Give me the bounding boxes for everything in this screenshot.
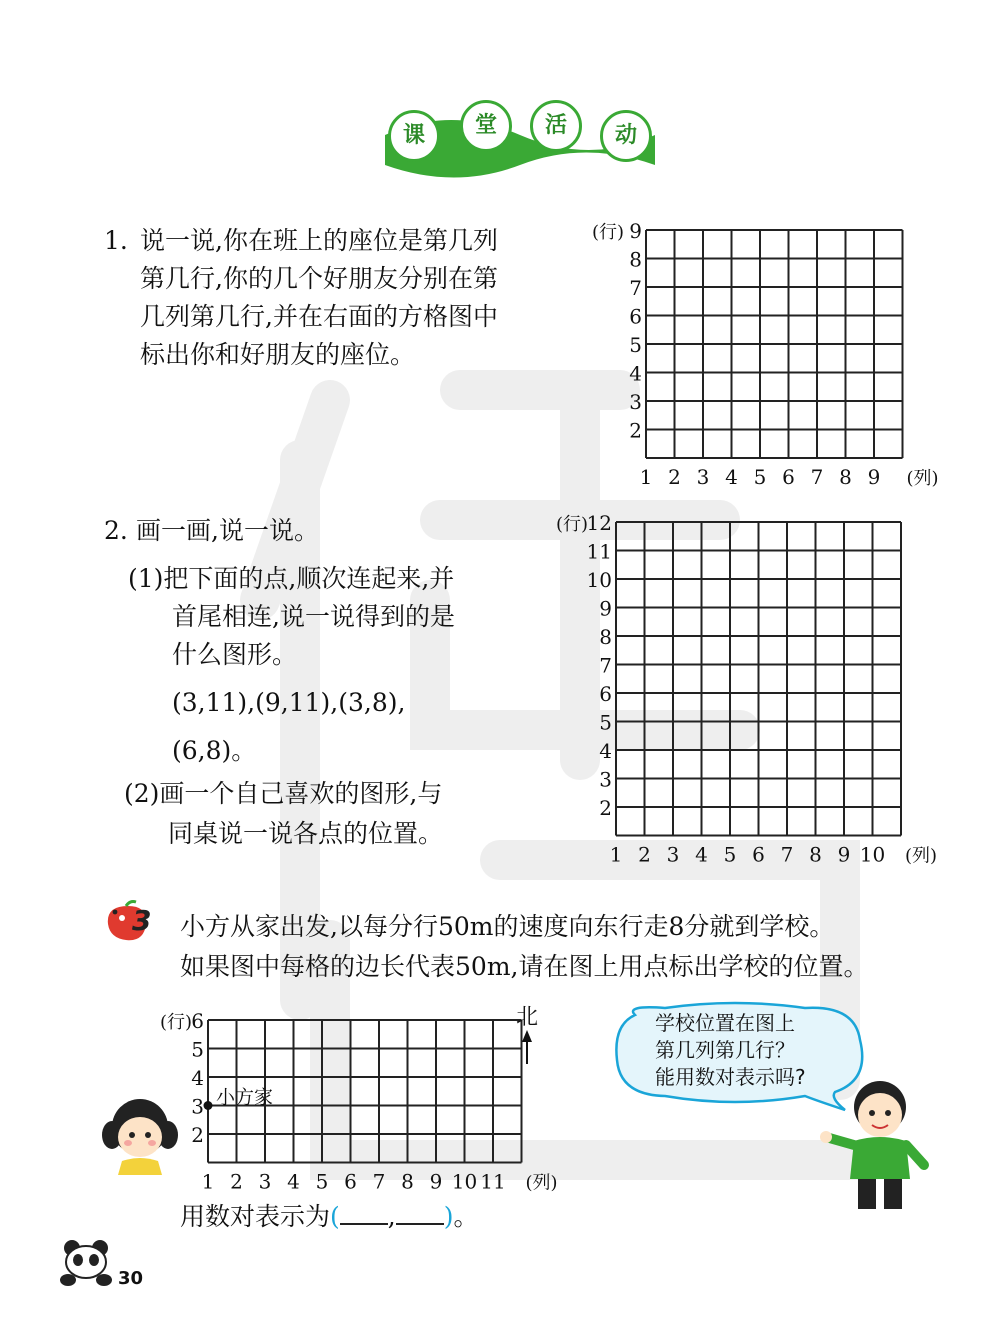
q1-line-3: 几列第几行,并在右面的方格图中 bbox=[140, 302, 498, 331]
page-number: 30 bbox=[118, 1268, 144, 1289]
col-label: 8 bbox=[839, 465, 852, 489]
col-label: 6 bbox=[344, 1169, 357, 1194]
q2-part1-line-1: (1)把下面的点,顺次连起来,并 bbox=[128, 564, 455, 593]
col-label: 10 bbox=[451, 1169, 478, 1194]
col-label: 6 bbox=[782, 465, 795, 489]
home-point bbox=[204, 1101, 213, 1110]
answer-blank-col[interactable] bbox=[340, 1201, 388, 1225]
col-axis-label: (列) bbox=[525, 1172, 558, 1194]
col-axis-label: (列) bbox=[906, 468, 939, 489]
row-label: 9 bbox=[599, 596, 612, 621]
col-label: 5 bbox=[315, 1169, 329, 1194]
answer-suffix: 。 bbox=[453, 1202, 479, 1231]
row-label: 4 bbox=[599, 739, 612, 763]
col-label: 8 bbox=[401, 1169, 414, 1194]
row-axis-label: (行) bbox=[159, 1012, 192, 1033]
col-label: 9 bbox=[867, 465, 881, 489]
row-label: 10 bbox=[586, 568, 612, 592]
q3-grid[interactable] bbox=[130, 1005, 570, 1194]
home-label: 小方家 bbox=[216, 1086, 274, 1109]
row-label: 7 bbox=[629, 276, 642, 300]
col-label: 4 bbox=[725, 465, 738, 489]
row-label: 6 bbox=[599, 682, 612, 706]
col-label: 7 bbox=[780, 842, 794, 867]
q2-points-line-1: (3,11),(9,11),(3,8), bbox=[172, 688, 406, 717]
col-label: 6 bbox=[752, 842, 765, 867]
row-label: 6 bbox=[191, 1009, 204, 1033]
row-label: 5 bbox=[599, 710, 612, 735]
row-axis-label: (行) bbox=[591, 222, 624, 243]
row-label: 5 bbox=[191, 1037, 204, 1062]
col-label: 3 bbox=[696, 465, 710, 489]
q1-line-2: 第几行,你的几个好朋友分别在第 bbox=[140, 264, 498, 293]
col-label: 8 bbox=[809, 842, 822, 867]
q3-line-2: 如果图中每格的边长代表50m,请在图上用点标出学校的位置。 bbox=[180, 952, 869, 981]
col-label: 7 bbox=[810, 465, 824, 489]
col-label: 5 bbox=[723, 842, 737, 867]
answer-separator: , bbox=[387, 1202, 396, 1231]
girl-illustration bbox=[100, 1085, 180, 1175]
bubble-line-1: 学校位置在图上 bbox=[655, 1011, 795, 1035]
answer-line bbox=[180, 1197, 479, 1233]
panda-icon bbox=[58, 1238, 114, 1288]
col-label: 2 bbox=[668, 465, 681, 489]
col-label: 4 bbox=[695, 842, 708, 867]
q2-part2-line-1: (2)画一个自己喜欢的图形,与 bbox=[124, 779, 443, 808]
q2-number: 2. bbox=[104, 516, 128, 545]
q1-grid[interactable] bbox=[560, 215, 940, 489]
row-label: 11 bbox=[586, 539, 612, 564]
col-label: 10 bbox=[859, 842, 886, 867]
row-label: 5 bbox=[629, 333, 642, 357]
row-label: 8 bbox=[629, 247, 642, 272]
col-label: 5 bbox=[753, 465, 767, 489]
q3-line-1: 小方从家出发,以每分行50m的速度向东行走8分就到学校。 bbox=[180, 912, 835, 941]
q2-part1-line-2: 首尾相连,说一说得到的是 bbox=[172, 602, 455, 631]
col-label: 3 bbox=[258, 1169, 272, 1194]
col-axis-label: (列) bbox=[905, 845, 938, 867]
row-label: 2 bbox=[191, 1123, 204, 1147]
q2-grid[interactable] bbox=[530, 508, 950, 867]
answer-blank-row[interactable] bbox=[396, 1201, 444, 1225]
q2-points-line-2: (6,8)。 bbox=[172, 736, 257, 765]
row-axis-label: (行) bbox=[555, 514, 588, 535]
answer-prefix: 用数对表示为 bbox=[180, 1202, 331, 1231]
answer-close-paren: ) bbox=[443, 1202, 454, 1231]
north-label: 北 bbox=[515, 1005, 539, 1030]
boy-illustration bbox=[820, 1075, 940, 1215]
bubble-line-3: 能用数对表示吗? bbox=[655, 1065, 806, 1089]
row-label: 8 bbox=[599, 625, 612, 649]
col-label: 11 bbox=[480, 1169, 506, 1194]
col-label: 1 bbox=[201, 1169, 215, 1194]
q1-line-1: 说一说,你在班上的座位是第几列 bbox=[140, 226, 498, 255]
title-char-1: 课 bbox=[388, 110, 440, 162]
col-label: 4 bbox=[287, 1169, 300, 1194]
col-label: 9 bbox=[837, 842, 851, 867]
row-label: 2 bbox=[599, 796, 612, 820]
col-label: 2 bbox=[638, 842, 651, 867]
q2-part2-line-2: 同桌说一说各点的位置。 bbox=[168, 819, 444, 848]
q2-part1-line-3: 什么图形。 bbox=[172, 640, 298, 669]
col-label: 1 bbox=[639, 465, 653, 489]
row-label: 7 bbox=[599, 653, 612, 678]
q3-number: 3 bbox=[132, 904, 152, 937]
row-label: 4 bbox=[629, 361, 642, 386]
title-char-4: 动 bbox=[600, 110, 652, 162]
row-label: 12 bbox=[586, 511, 612, 535]
col-label: 2 bbox=[230, 1169, 243, 1194]
north-arrow bbox=[512, 1000, 542, 1070]
col-label: 9 bbox=[429, 1169, 443, 1194]
row-label: 3 bbox=[191, 1094, 204, 1119]
row-label: 2 bbox=[629, 418, 642, 443]
q1-number: 1. bbox=[104, 226, 128, 255]
answer-open-paren: ( bbox=[330, 1202, 340, 1231]
col-label: 7 bbox=[372, 1169, 386, 1194]
row-label: 3 bbox=[629, 390, 642, 414]
q1-line-4: 标出你和好朋友的座位。 bbox=[140, 340, 416, 369]
q2-title: 画一画,说一说。 bbox=[136, 516, 319, 545]
row-label: 4 bbox=[191, 1066, 204, 1090]
row-label: 6 bbox=[629, 304, 642, 329]
row-label: 9 bbox=[629, 219, 642, 243]
col-label: 3 bbox=[666, 842, 680, 867]
bubble-line-2: 第几列第几行？ bbox=[655, 1038, 795, 1062]
title-char-3: 活 bbox=[530, 100, 582, 152]
col-label: 1 bbox=[609, 842, 623, 867]
row-label: 3 bbox=[599, 767, 612, 792]
title-char-2: 堂 bbox=[460, 100, 512, 152]
